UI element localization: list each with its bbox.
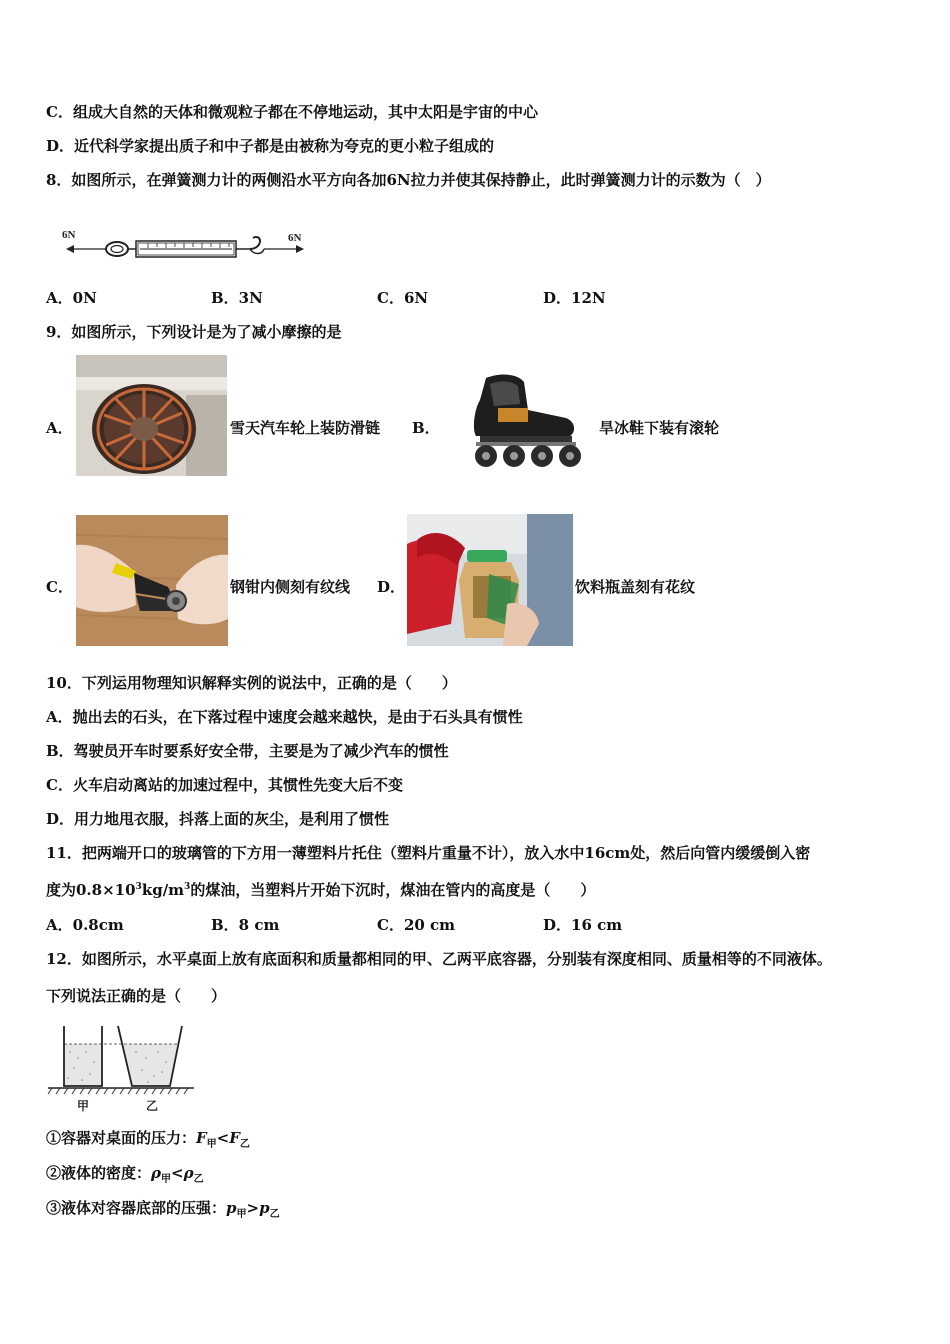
- q10-option-a: A．抛出去的石头，在下落过程中速度会越来越快，是由于石头具有惯性: [46, 708, 523, 726]
- q10-option-c: C．火车启动离站的加速过程中，其惯性先变大后不变: [46, 776, 403, 794]
- q10-option-d: D．用力地甩衣服，抖落上面的灰尘，是利用了惯性: [46, 810, 390, 828]
- q9-option-c-letter: C．: [46, 578, 73, 596]
- q9-option-c-text: 钢钳内侧刻有纹线: [230, 578, 351, 596]
- q9-option-d-letter: D．: [377, 578, 406, 596]
- q9-option-a-letter: A．: [46, 419, 73, 437]
- q8-option-b: B．3N: [211, 289, 263, 307]
- q11-option-a: A．0.8cm: [46, 916, 124, 934]
- q8-option-c: C．6N: [377, 289, 429, 307]
- pliers-photo: [76, 515, 228, 646]
- bottle-cap-photo: [407, 514, 573, 646]
- spring-scale-figure: [60, 222, 320, 267]
- q9-stem: 9．如图所示，下列设计是为了减小摩擦的是: [46, 323, 342, 341]
- label-jia: 甲: [77, 1099, 90, 1113]
- force-right-label: 6N: [288, 232, 302, 244]
- q12-stem-line2: 下列说法正确的是（ ）: [46, 987, 227, 1005]
- q11-option-b: B．8 cm: [211, 916, 280, 934]
- q10-stem: 10．下列运用物理知识解释实例的说法中，正确的是（ ）: [46, 674, 457, 692]
- q8-stem: 8．如图所示，在弹簧测力计的两侧沿水平方向各加6N拉力并使其保持静止，此时弹簧测力计的示数为（ ）: [46, 171, 771, 189]
- q8-option-a: A．0N: [46, 289, 97, 307]
- q7-option-c: C．组成大自然的天体和微观粒子都在不停地运动，其中太阳是宇宙的中心: [46, 103, 538, 121]
- q11-option-c: C．20 cm: [377, 916, 456, 934]
- q8-option-d: D．12N: [543, 289, 606, 307]
- q12-statement-1: ①容器对桌面的压力：$F_甲<F_乙$: [46, 1129, 250, 1150]
- q9-option-a-text: 雪天汽车轮上装防滑链: [230, 419, 381, 437]
- q7-option-d: D．近代科学家提出质子和中子都是由被称为夸克的更小粒子组成的: [46, 137, 495, 155]
- containers-figure: [46, 1022, 196, 1114]
- q11-stem-line1: 11．把两端开口的玻璃管的下方用一薄塑料片托住（塑料片重量不计），放入水中16cm处，然后向管内缓缓倒入密: [46, 844, 811, 862]
- q9-option-b-letter: B．: [412, 419, 440, 437]
- q11-stem-line2: 度为$0.8\times 10^3kg/m^3$的煤油，当塑料片开始下沉时，煤油在管内的高度是（ ）: [46, 881, 596, 899]
- q12-statement-2: ②液体的密度：$\rho_甲<\rho_乙$: [46, 1164, 204, 1185]
- q9-option-d-text: 饮料瓶盖刻有花纹: [575, 578, 696, 596]
- q11-option-d: D．16 cm: [543, 916, 623, 934]
- tire-chain-photo: [76, 355, 227, 476]
- q12-statement-3: ③液体对容器底部的压强：$p_甲>p_乙$: [46, 1199, 280, 1220]
- q10-option-b: B．驾驶员开车时要系好安全带，主要是为了减少汽车的惯性: [46, 742, 449, 760]
- force-left-label: 6N: [62, 229, 76, 241]
- q9-option-b-text: 旱冰鞋下装有滚轮: [599, 419, 720, 437]
- label-yi: 乙: [146, 1099, 159, 1113]
- q12-stem-line1: 12．如图所示，水平桌面上放有底面积和质量都相同的甲、乙两平底容器，分别装有深度相同、质量相等的不同液体。: [46, 950, 832, 968]
- roller-skate-photo: [446, 370, 596, 470]
